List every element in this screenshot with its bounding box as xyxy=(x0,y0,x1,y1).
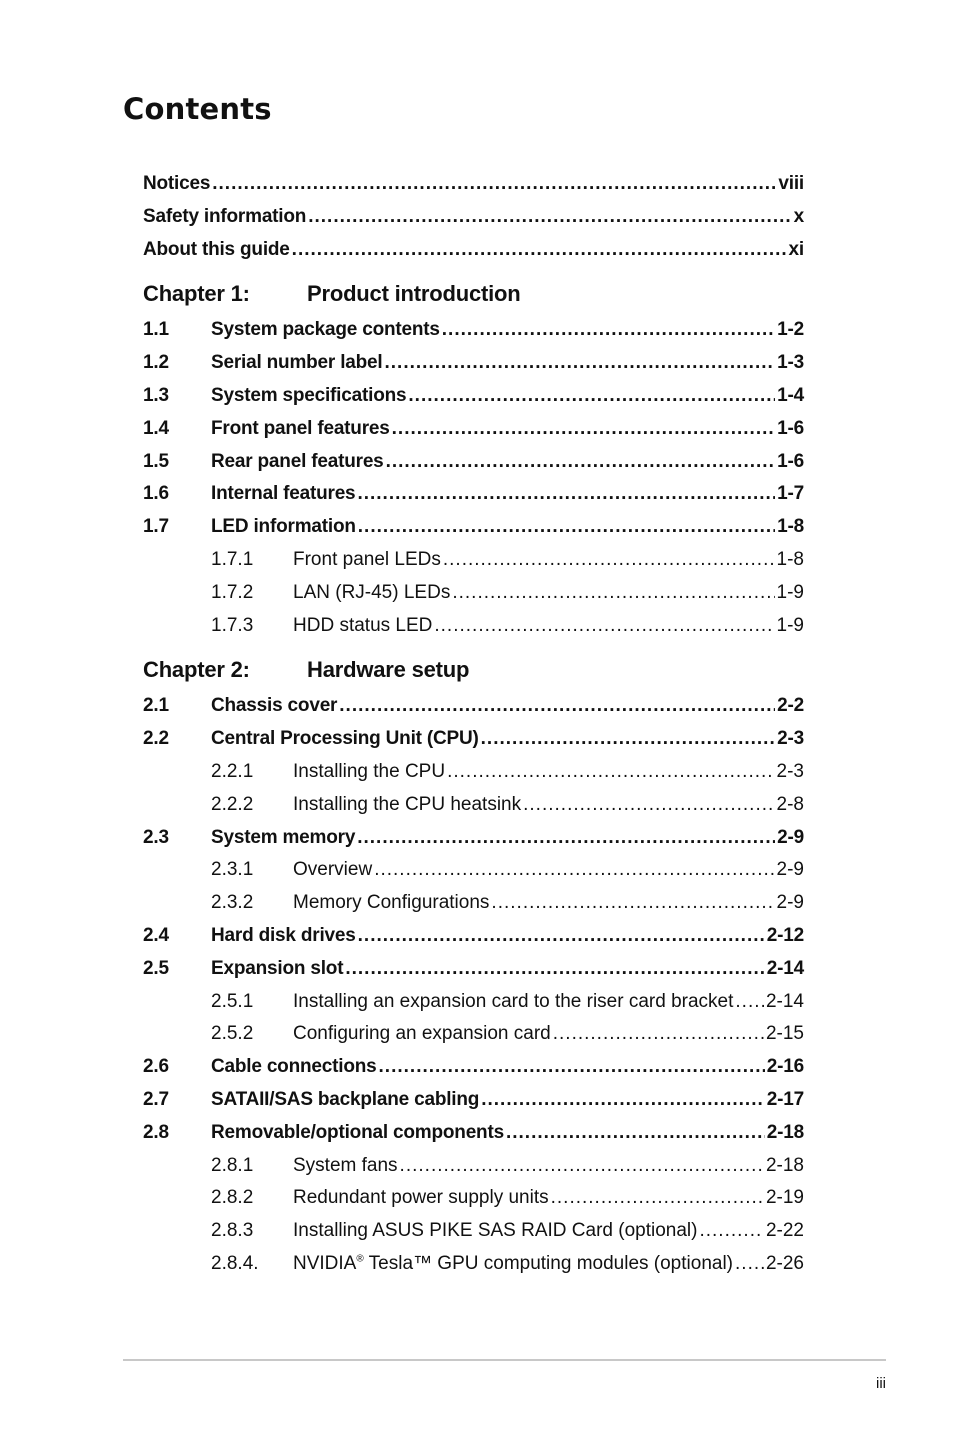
toc-entry-text: About this guide xyxy=(143,238,290,260)
toc-page-number: 2-12 xyxy=(766,924,804,946)
toc-entry-text: LAN (RJ-45) LEDs xyxy=(293,581,451,603)
toc-entry-1-5[interactable] xyxy=(143,446,804,479)
toc-section-number: 1.1 xyxy=(143,319,169,341)
toc-page-number: viii xyxy=(778,173,804,194)
toc-page-number: 1-6 xyxy=(777,417,804,439)
toc-section-number: 2.4 xyxy=(143,924,169,946)
toc-section-number: 2.8.2 xyxy=(211,1187,254,1209)
toc-entry-1-4[interactable] xyxy=(143,413,804,446)
dot-leader xyxy=(400,1150,764,1183)
toc-page-number: 2-15 xyxy=(765,1023,804,1045)
dot-leader xyxy=(442,314,775,347)
toc-section-number: 2.5.2 xyxy=(211,1023,254,1045)
dot-leader xyxy=(374,854,774,887)
toc-entry-2-3[interactable] xyxy=(143,822,804,855)
toc-page-number: 1-8 xyxy=(776,548,804,570)
chapter-title: Hardware setup xyxy=(307,657,470,683)
dot-leader xyxy=(491,887,774,920)
toc-entry-text: System memory xyxy=(211,826,356,848)
toc-entry-2-2-1[interactable] xyxy=(143,756,804,789)
toc-section-number: 1.7.2 xyxy=(211,581,254,603)
toc-entry-1-7-3[interactable] xyxy=(143,610,804,643)
toc-entry-text: Notices xyxy=(143,173,211,194)
dot-leader xyxy=(212,168,776,201)
chapter-title: Product introduction xyxy=(307,281,521,307)
chapter-label: Chapter 2: xyxy=(143,657,250,683)
toc-entry-text: SATAII/SAS backplane cabling xyxy=(211,1088,480,1110)
toc-entry-2-1[interactable] xyxy=(143,690,804,723)
toc-entry-2-8[interactable] xyxy=(143,1117,804,1150)
toc-section-number: 2.8.1 xyxy=(211,1154,254,1176)
toc-section-number: 1.6 xyxy=(143,483,169,505)
toc-entry-text: Hard disk drives xyxy=(211,924,356,946)
toc-entry-2-3-1[interactable] xyxy=(143,854,804,887)
toc-section-number: 2.3.1 xyxy=(211,859,254,881)
toc-page-number: 1-6 xyxy=(777,450,804,472)
toc-entry-notices[interactable] xyxy=(143,168,804,201)
toc-section-number: 2.2.2 xyxy=(211,793,254,815)
toc-entry-2-5-1[interactable] xyxy=(143,986,804,1019)
toc-entry-text: System fans xyxy=(293,1154,398,1176)
toc-page-number: 2-3 xyxy=(777,728,804,750)
chapter-1-heading[interactable] xyxy=(143,279,804,309)
toc-section-number: 2.8.3 xyxy=(211,1220,254,1242)
dot-leader xyxy=(434,610,774,643)
dot-leader xyxy=(553,1018,764,1051)
toc-entry-text: HDD status LED xyxy=(293,614,433,636)
toc-page-number: 1-7 xyxy=(777,483,804,505)
dot-leader xyxy=(358,511,775,544)
dot-leader xyxy=(345,953,764,986)
toc-entry-1-7[interactable] xyxy=(143,511,804,544)
toc-entry-2-8-1[interactable] xyxy=(143,1150,804,1183)
toc-entry-2-7[interactable] xyxy=(143,1084,804,1117)
toc-entry-2-2-2[interactable] xyxy=(143,789,804,822)
toc-entry-text: Memory Configurations xyxy=(293,892,490,914)
toc-section-number: 1.7 xyxy=(143,516,169,538)
toc-page-number: 1-2 xyxy=(777,319,804,341)
dot-leader xyxy=(357,822,775,855)
toc-entry-1-7-1[interactable] xyxy=(143,544,804,577)
page-title: Contents xyxy=(123,92,272,126)
dot-leader xyxy=(308,201,791,234)
chapter-2-heading[interactable] xyxy=(143,655,804,685)
toc-entry-text: Installing the CPU heatsink xyxy=(293,793,522,815)
toc-page-number: 1-9 xyxy=(776,581,804,603)
toc-entry-text: Removable/optional components xyxy=(211,1121,504,1143)
toc-section-number: 2.2.1 xyxy=(211,760,254,782)
toc-entry-text: Expansion slot xyxy=(211,957,344,979)
toc-entry-text: Redundant power supply units xyxy=(293,1187,549,1209)
toc-entry-text: Chassis cover xyxy=(211,695,338,717)
toc-entry-text: Safety information xyxy=(143,205,307,227)
toc-entry-text: Installing an expansion card to the riser card bracket xyxy=(293,990,734,1012)
toc-entry-text: Serial number label xyxy=(211,352,383,374)
dot-leader xyxy=(523,789,774,822)
toc-section-number: 2.3 xyxy=(143,826,169,848)
dot-leader xyxy=(551,1182,764,1215)
toc-page-number: 2-18 xyxy=(765,1154,804,1176)
toc-entry-text: Internal features xyxy=(211,483,356,505)
toc-entry-1-1[interactable] xyxy=(143,314,804,347)
toc-entry-1-2[interactable] xyxy=(143,347,804,380)
table-of-contents xyxy=(143,168,804,1281)
toc-entry-text: Installing ASUS PIKE SAS RAID Card (optional) xyxy=(293,1220,698,1242)
toc-entry-2-5-2[interactable] xyxy=(143,1018,804,1051)
toc-page-number: 1-4 xyxy=(777,384,804,406)
dot-leader xyxy=(699,1215,764,1248)
toc-section-number: 2.7 xyxy=(143,1088,169,1110)
toc-section-number: 1.7.3 xyxy=(211,614,254,636)
toc-entry-text: Cable connections xyxy=(211,1056,377,1078)
toc-entry-text: Overview xyxy=(293,859,373,881)
dot-leader xyxy=(358,920,765,953)
page-number: iii xyxy=(876,1375,886,1392)
toc-entry-text: Front panel LEDs xyxy=(293,548,441,570)
footer-divider xyxy=(123,1359,886,1361)
dot-leader xyxy=(392,413,775,446)
toc-entry-safety-information[interactable] xyxy=(143,201,804,234)
toc-page-number: 1-3 xyxy=(777,352,804,374)
toc-section-number: 2.1 xyxy=(143,695,169,717)
dot-leader xyxy=(506,1117,765,1150)
toc-entry-text: LED information xyxy=(211,516,356,538)
toc-page-number: 2-14 xyxy=(765,990,804,1012)
chapter-2-entries xyxy=(143,690,804,1280)
toc-entry-text xyxy=(293,1248,733,1281)
dot-leader xyxy=(481,1084,765,1117)
toc-entry-text: Installing the CPU xyxy=(293,760,446,782)
toc-entry-text: System specifications xyxy=(211,384,407,406)
dot-leader xyxy=(292,234,787,267)
toc-entry-2-2[interactable] xyxy=(143,723,804,756)
toc-entry-about-this-guide[interactable] xyxy=(143,234,804,267)
toc-page-number: 2-17 xyxy=(766,1088,804,1110)
toc-entry-text: Configuring an expansion card xyxy=(293,1023,551,1045)
registered-mark: ® xyxy=(356,1253,364,1265)
dot-leader xyxy=(481,723,775,756)
dot-leader xyxy=(379,1051,765,1084)
dot-leader xyxy=(357,478,775,511)
toc-page-number: 2-19 xyxy=(765,1187,804,1209)
dot-leader xyxy=(452,577,774,610)
toc-entry-text: Front panel features xyxy=(211,417,390,439)
toc-section-number: 2.8 xyxy=(143,1121,169,1143)
toc-page-number: 2-9 xyxy=(776,892,804,914)
toc-section-number: 1.7.1 xyxy=(211,548,254,570)
toc-page-number: 2-9 xyxy=(776,859,804,881)
toc-entry-1-3[interactable] xyxy=(143,380,804,413)
dot-leader xyxy=(735,1248,764,1281)
toc-entry-text-part: NVIDIA xyxy=(293,1252,357,1274)
toc-page-number: 2-22 xyxy=(765,1220,804,1242)
chapter-1-entries xyxy=(143,314,804,642)
toc-section-number: 2.5 xyxy=(143,957,169,979)
toc-page-number: 2-9 xyxy=(777,826,804,848)
toc-page-number: 1-8 xyxy=(777,516,804,538)
toc-page-number: 2-2 xyxy=(777,695,804,717)
toc-section-number: 2.6 xyxy=(143,1056,169,1078)
dot-leader xyxy=(385,347,776,380)
dot-leader xyxy=(386,446,776,479)
toc-page-number: 2-3 xyxy=(776,760,804,782)
dot-leader xyxy=(408,380,775,413)
toc-section-number: 1.5 xyxy=(143,450,169,472)
toc-page-number: xi xyxy=(788,238,804,260)
toc-entry-text: System package contents xyxy=(211,319,440,341)
toc-page-number: 1-9 xyxy=(776,614,804,636)
toc-entry-1-6[interactable] xyxy=(143,478,804,511)
toc-section-number: 2.2 xyxy=(143,728,169,750)
toc-entry-2-8-3[interactable] xyxy=(143,1215,804,1248)
toc-page-number: 2-16 xyxy=(766,1056,804,1078)
toc-entry-text-part: Tesla™ GPU computing modules (optional) xyxy=(363,1252,734,1274)
toc-section-number: 1.2 xyxy=(143,352,169,374)
toc-page-number: 2-18 xyxy=(766,1121,804,1143)
toc-page-number: x xyxy=(793,205,804,227)
toc-entry-2-6[interactable] xyxy=(143,1051,804,1084)
toc-entry-2-4[interactable] xyxy=(143,920,804,953)
dot-leader xyxy=(339,690,775,723)
toc-entry-text: Rear panel features xyxy=(211,450,384,472)
toc-entry-2-3-2[interactable] xyxy=(143,887,804,920)
toc-page-number: 2-14 xyxy=(766,957,804,979)
toc-entry-2-8-2[interactable] xyxy=(143,1182,804,1215)
toc-section-number: 2.3.2 xyxy=(211,892,254,914)
toc-section-number: 1.3 xyxy=(143,384,169,406)
toc-page-number: 2-8 xyxy=(776,793,804,815)
toc-entry-text: Central Processing Unit (CPU) xyxy=(211,728,479,750)
chapter-label: Chapter 1: xyxy=(143,281,250,307)
dot-leader xyxy=(443,544,775,577)
dot-leader xyxy=(735,986,764,1019)
toc-entry-2-8-4[interactable] xyxy=(143,1248,804,1281)
toc-section-number: 1.4 xyxy=(143,417,169,439)
toc-page-number: 2-26 xyxy=(765,1252,804,1274)
toc-section-number: 2.8.4. xyxy=(211,1252,259,1274)
toc-entry-2-5[interactable] xyxy=(143,953,804,986)
dot-leader xyxy=(447,756,774,789)
toc-entry-1-7-2[interactable] xyxy=(143,577,804,610)
toc-section-number: 2.5.1 xyxy=(211,990,254,1012)
